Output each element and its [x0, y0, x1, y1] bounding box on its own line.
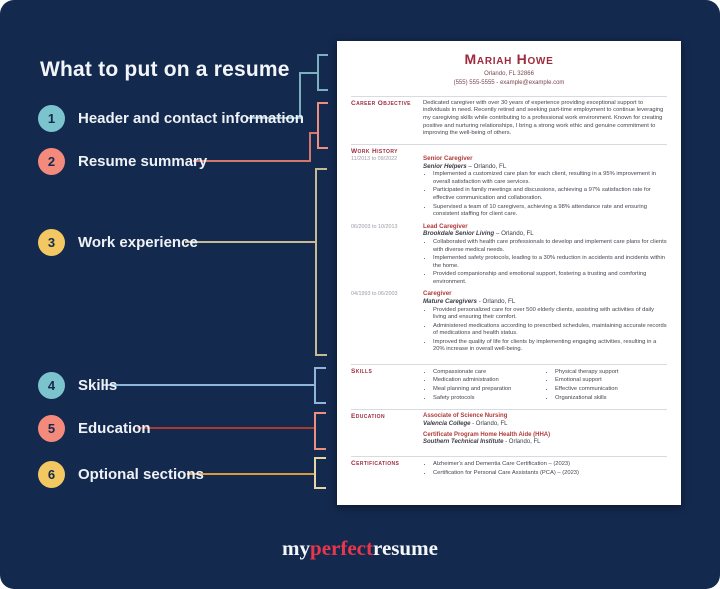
job-bullet: • Provided personalized care for over 500 elderly clients, assisting with activities of daily living and ensuring their comfort.	[433, 307, 667, 322]
connector-4-bracket	[315, 368, 326, 403]
list-item-education	[38, 415, 151, 442]
skill-item: • Effective communication	[555, 386, 667, 394]
logo-resume: resume	[373, 536, 438, 560]
job-entry	[423, 155, 667, 220]
job-bullet: • Administered medications according to prescribed schedules, maintaining accurate records of medications and health status.	[433, 323, 667, 338]
brand-logo	[0, 536, 720, 561]
education-school: Southern Technical Institute	[423, 439, 504, 446]
section-heading: Education	[351, 413, 385, 421]
section-work-history	[351, 144, 667, 360]
list-item-work-experience	[38, 229, 198, 256]
job-title: Lead Caregiver	[423, 222, 468, 230]
job-bullets	[423, 239, 667, 286]
section-education	[351, 409, 667, 452]
job-location: – Orlando, FL	[468, 162, 507, 170]
skills-column-2	[545, 369, 667, 403]
section-heading: Skills	[351, 367, 373, 375]
resume-contact	[351, 70, 667, 89]
page-title: What to put on a resume	[40, 58, 290, 81]
job-bullet: • Participated in family meetings and discussions, achieving a 97% satisfaction rate for effective communication and collaboration.	[433, 187, 667, 202]
item-label: Work experience	[78, 234, 198, 251]
resume-phone-email: (555) 555-5555 - example@example.com	[453, 80, 565, 87]
education-school-line	[423, 439, 667, 447]
education-location: - Orlando, FL	[472, 420, 508, 427]
job-employer: Brookdale Senior Living	[423, 230, 495, 238]
education-entry	[423, 413, 667, 429]
education-school-line	[423, 421, 667, 429]
education-location: - Orlando, FL	[505, 439, 541, 446]
education-degree: Certificate Program Home Health Aide (HHA)	[423, 431, 551, 438]
skill-item: • Physical therapy support	[555, 369, 667, 377]
connector-1-bracket	[318, 55, 328, 90]
connector-6-bracket	[315, 458, 326, 488]
education-entry	[423, 432, 667, 448]
item-number-badge: 4	[38, 372, 65, 399]
section-heading: Work History	[351, 147, 398, 155]
item-number-badge: 5	[38, 415, 65, 442]
skills-column-1	[423, 369, 545, 403]
section-certifications	[351, 456, 667, 480]
job-bullet: • Provided companionship and emotional support, fostering a trusting and comforting environment.	[433, 271, 667, 286]
job-bullet: • Supervised a team of 10 caregivers, achieving a 98% attendance rate and ensuring consistent staffing for client care.	[433, 204, 667, 219]
certification-item: • Certification for Personal Care Assistants (PCA) – (2023)	[433, 470, 667, 478]
skill-item: • Compassionate care	[433, 369, 545, 377]
skill-item: • Medication administration	[433, 377, 545, 385]
section-heading: Career Objective	[351, 99, 411, 107]
item-number-badge: 2	[38, 148, 65, 175]
list-item-optional-sections	[38, 461, 204, 488]
job-employer: Mature Caregivers	[423, 298, 477, 306]
job-entry	[423, 223, 667, 288]
job-employer-line	[423, 298, 667, 306]
list-item-summary	[38, 148, 207, 175]
job-dates: 11/2013 to 09/2022	[351, 155, 398, 162]
job-location: - Orlando, FL	[478, 298, 516, 306]
item-number-badge: 3	[38, 229, 65, 256]
job-bullets	[423, 171, 667, 218]
connector-5-bracket	[315, 413, 326, 449]
education-entries	[423, 413, 667, 450]
skills-columns	[423, 368, 667, 403]
item-label: Optional sections	[78, 466, 204, 483]
education-degree: Associate of Science Nursing	[423, 413, 508, 420]
job-title: Senior Caregiver	[423, 154, 473, 162]
resume-address: Orlando, FL 32866	[484, 71, 534, 78]
item-label: Skills	[78, 377, 118, 394]
skill-item: • Safety protocols	[433, 395, 545, 403]
education-school: Valencia College	[423, 420, 471, 427]
job-bullets	[423, 307, 667, 354]
skill-item: • Organizational skills	[555, 395, 667, 403]
connector-2-line	[193, 133, 318, 161]
job-employer-line	[423, 230, 667, 238]
list-item-skills	[38, 372, 117, 399]
connector-2-bracket	[318, 103, 328, 148]
job-dates: 04/1993 to 06/2003	[351, 291, 398, 298]
job-entry	[423, 290, 667, 355]
item-number-badge: 1	[38, 105, 65, 132]
logo-my: my	[282, 536, 311, 560]
skill-item: • Meal planning and preparation	[433, 386, 545, 394]
certification-list	[423, 461, 667, 478]
resume-name: Mariah Howe	[464, 51, 554, 67]
connector-3-bracket	[316, 169, 327, 355]
job-bullet: • Implemented safety protocols, leading to a 30% reduction in accidents and incidents within the home.	[433, 255, 667, 270]
certification-item: • Alzheimer's and Dementia Care Certification – (2023)	[433, 461, 667, 469]
item-number-badge: 6	[38, 461, 65, 488]
item-label: Education	[78, 420, 151, 437]
job-bullet: • Collaborated with health care professionals to develop and implement care plans for clients with diverse medical needs.	[433, 239, 667, 254]
job-bullet: • Implemented a customized care plan for each client, resulting in a 95% improvement in overall satisfaction with care services.	[433, 171, 667, 186]
job-location: – Orlando, FL	[495, 230, 534, 238]
resume-page	[337, 41, 681, 505]
section-career-objective	[351, 96, 667, 140]
item-label: Header and contact information	[78, 110, 304, 127]
job-employer-line	[423, 163, 667, 171]
job-title: Caregiver	[423, 290, 452, 298]
section-heading: Certifications	[351, 460, 400, 468]
job-employer: Senior Helpers	[423, 162, 467, 170]
section-skills	[351, 364, 667, 405]
skill-item: • Emotional support	[555, 377, 667, 385]
logo-perfect: perfect	[310, 536, 373, 560]
item-label: Resume summary	[78, 153, 208, 170]
job-bullet: • Improved the quality of life for clients by implementing engaging activities, resulting in a 20% increase in overall well-being.	[433, 339, 667, 354]
career-objective-text: Dedicated caregiver with over 30 years of experience providing exceptional support to individuals in need. Recently retired and seeking part-time employment to continue leveraging my caregiving skills while contributing to a professional work environment. Known for creating positive and nurturing relationships, I bring a strong work ethic and genuine commitment to improving the well-being of others.	[423, 99, 664, 137]
list-item-header	[38, 105, 304, 132]
job-dates: 06/2003 to 10/2013	[351, 223, 398, 230]
